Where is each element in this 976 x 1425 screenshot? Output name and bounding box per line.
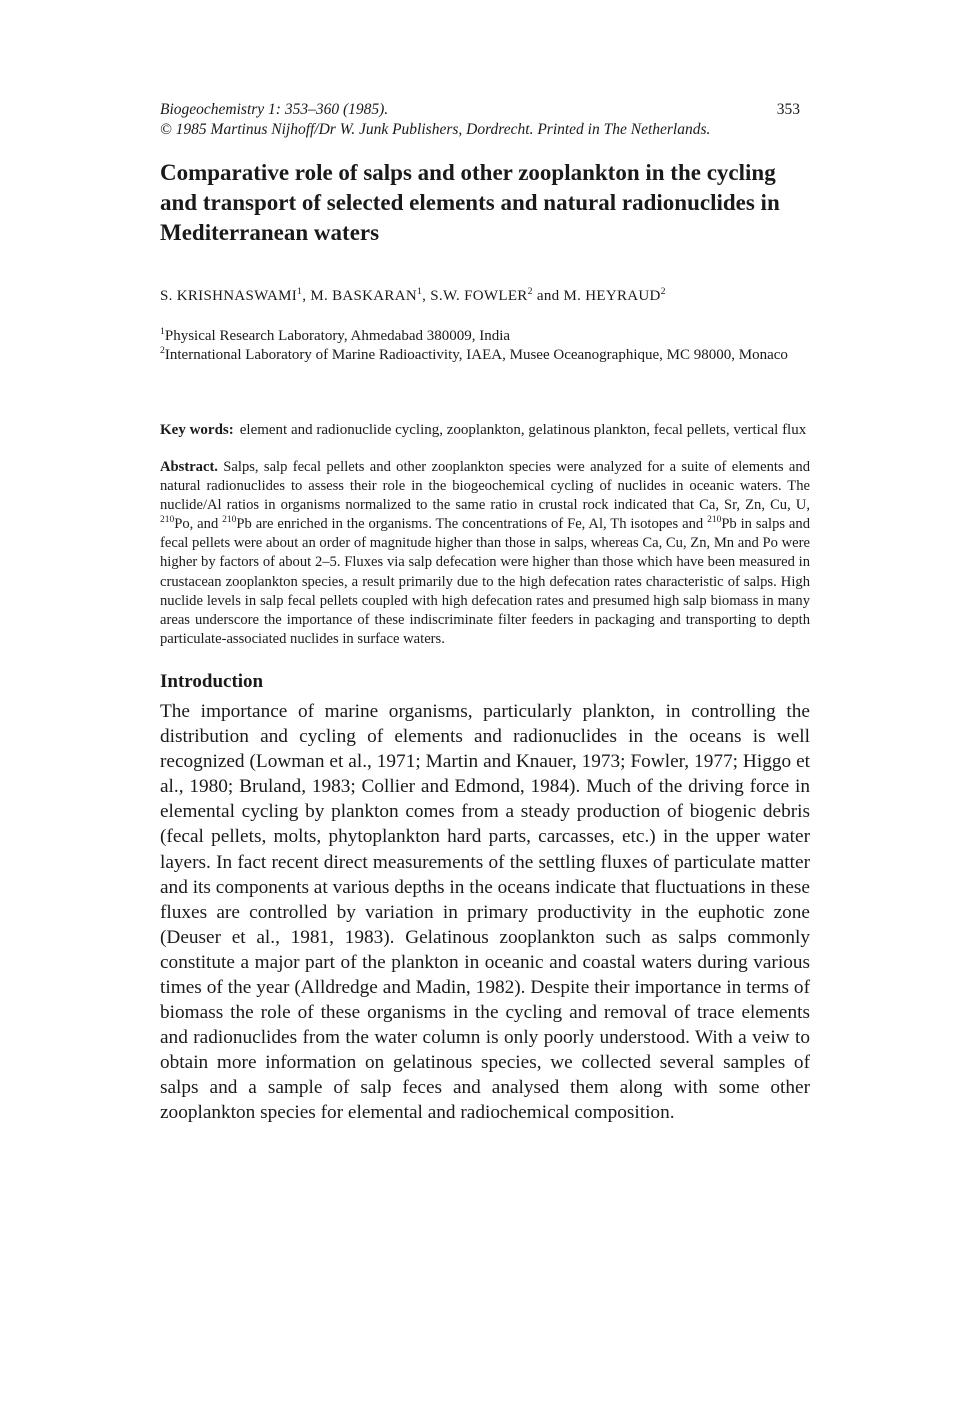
author-name: M. BASKARAN (310, 288, 417, 304)
running-header (160, 100, 810, 140)
affiliation-2 (160, 346, 810, 365)
page-number: 353 (776, 101, 800, 118)
author-name: S.W. FOWLER (430, 288, 528, 304)
abstract-body (160, 459, 810, 647)
author-affiliation-mark: 2 (660, 286, 666, 297)
affiliation-1 (160, 327, 810, 346)
introduction-text: The importance of marine organisms, particularly plankton, in controlling the distribution and cycling of elements and radionuclides in the oceans is well recognized (Lowman et al., 1971; Martin and Knauer, 1973; Fowler, 1977; Higgo et al., 1980; Bruland, 1983; Collier and Edmond, 1984). Much of the driving force in elemental cycling by plankton comes from a steady production of biogenic debris (fecal pellets, molts, phytoplankton hard parts, carcasses, etc.) in the upper water layers. In fact recent direct measurements of the settling fluxes of particulate matter and its components at various depths in the oceans indicate that fluctuations in these fluxes are controlled by variation in primary productivity in the euphotic zone (Deuser et al., 1981, 1983). Gelatinous zooplankton such as salps commonly constitute a major part of the plankton in oceanic and coastal waters during various times of the year (Alldredge and Madin, 1982). Despite their importance in terms of biomass the role of these organisms in the cycling and removal of trace elements and radionuclides from the water column is only poorly understood. With a veiw to obtain more information on gelatinous species, we collected several samples of salps and a sample of salp feces and analysed them along with some other zooplankton species for elemental and radiochemical composition. (160, 700, 810, 1124)
abstract (160, 458, 810, 649)
abstract-text-segment: Pb are enriched in the organisms. The concentrations of Fe, Al, Th isotopes and (236, 516, 708, 533)
affiliation-number: 2 (160, 345, 165, 356)
isotope-mass-number: 210 (707, 515, 722, 526)
author-separator: , (302, 288, 311, 304)
isotope-mass-number: 210 (160, 515, 175, 526)
author-affiliation-mark: 1 (416, 286, 423, 297)
keywords (160, 421, 810, 440)
abstract-text-segment: Po, and (174, 516, 223, 533)
paper-title: Comparative role of salps and other zooplankton in the cycling and transport of selected elements and natural radionuclides in Mediterranean waters (160, 160, 780, 245)
author-conjunction: and (532, 288, 564, 304)
paper-page (160, 100, 810, 1126)
affiliations (160, 327, 810, 365)
copyright-line: © 1985 Martinus Nijhoff/Dr W. Junk Publishers, Dordrecht. Printed in The Netherlands. (160, 121, 711, 138)
abstract-label: Abstract. (160, 459, 218, 475)
author-list (160, 288, 810, 305)
author-affiliation-mark: 1 (297, 286, 303, 297)
keywords-label: Key words: (160, 422, 234, 438)
author-separator: , (422, 288, 431, 304)
author-name: M. HEYRAUD (563, 288, 661, 304)
section-heading-introduction: Introduction (160, 670, 264, 692)
affiliation-number: 1 (160, 326, 165, 337)
journal-citation: Biogeochemistry 1: 353–360 (1985). (160, 101, 389, 118)
author-name: S. KRISHNASWAMI (160, 288, 298, 304)
isotope-mass-number: 210 (222, 515, 237, 526)
abstract-text-segment: Pb in salps and fecal pellets were about an order of magnitude higher than those in salps, whereas Ca, Cu, Zn, Mn and Po were higher by factors of about 2–5. Fluxes via salp defecation were higher than those which have been measured in crustacean zooplankton species, a result primarily due to the high defecation rates characteristic of salps. High nuclide levels in salp fecal pellets coupled with high defecation rates and presumed high salp biomass in many areas underscore the importance of these indiscriminate filter feeders in packaging and transporting to depth particulate-associated nuclides in surface waters. (160, 516, 811, 647)
author-affiliation-mark: 2 (527, 286, 533, 297)
affiliation-text: Physical Research Laboratory, Ahmedabad 380009, India (164, 328, 511, 344)
affiliation-text: International Laboratory of Marine Radioactivity, IAEA, Musee Oceanographique, MC 98000, Monaco (164, 347, 788, 363)
abstract-text-segment: Salps, salp fecal pellets and other zooplankton species were analyzed for a suite of elements and natural radionuclides to assess their role in the biogeochemical cycling of nuclides in oceanic waters. The nuclide/Al ratios in organisms normalized to the same ratio in crustal rock indicated that Ca, Sr, Zn, Cu, U, (160, 459, 810, 514)
keywords-text: element and radionuclide cycling, zooplankton, gelatinous plankton, fecal pellets, vertical flux (239, 422, 807, 438)
